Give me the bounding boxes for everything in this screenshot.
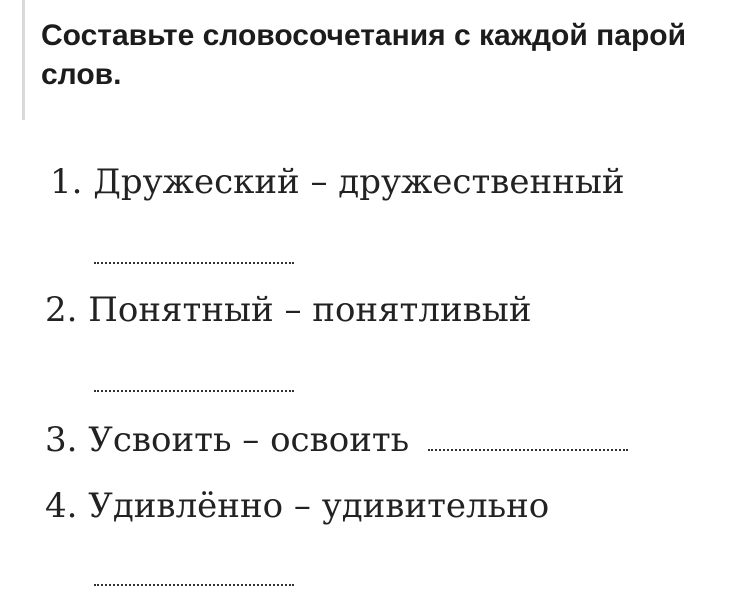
- task-title: Составьте словосочетания с каждой парой слов.: [41, 19, 687, 91]
- word-pair: Удивлённо – удивительно: [88, 486, 550, 526]
- item-number: 2.: [45, 290, 78, 330]
- item-number: 4.: [45, 486, 78, 526]
- answer-blank-1[interactable]: [94, 262, 294, 264]
- answer-blank-2[interactable]: [94, 390, 294, 392]
- word-pair: Понятный – понятливый: [88, 290, 532, 330]
- item-number: 1.: [50, 162, 83, 202]
- list-item-4: [45, 486, 549, 526]
- item-number: 3.: [45, 420, 78, 460]
- word-pair: Усвоить – освоить: [88, 420, 410, 460]
- list-item-3: [45, 420, 628, 460]
- list-item-2: [45, 290, 531, 330]
- list-item-1: [50, 162, 625, 202]
- answer-blank-4[interactable]: [94, 584, 294, 586]
- answer-blank-3[interactable]: [428, 449, 628, 451]
- word-pair: Дружеский – дружественный: [93, 162, 625, 202]
- task-header: [22, 0, 722, 120]
